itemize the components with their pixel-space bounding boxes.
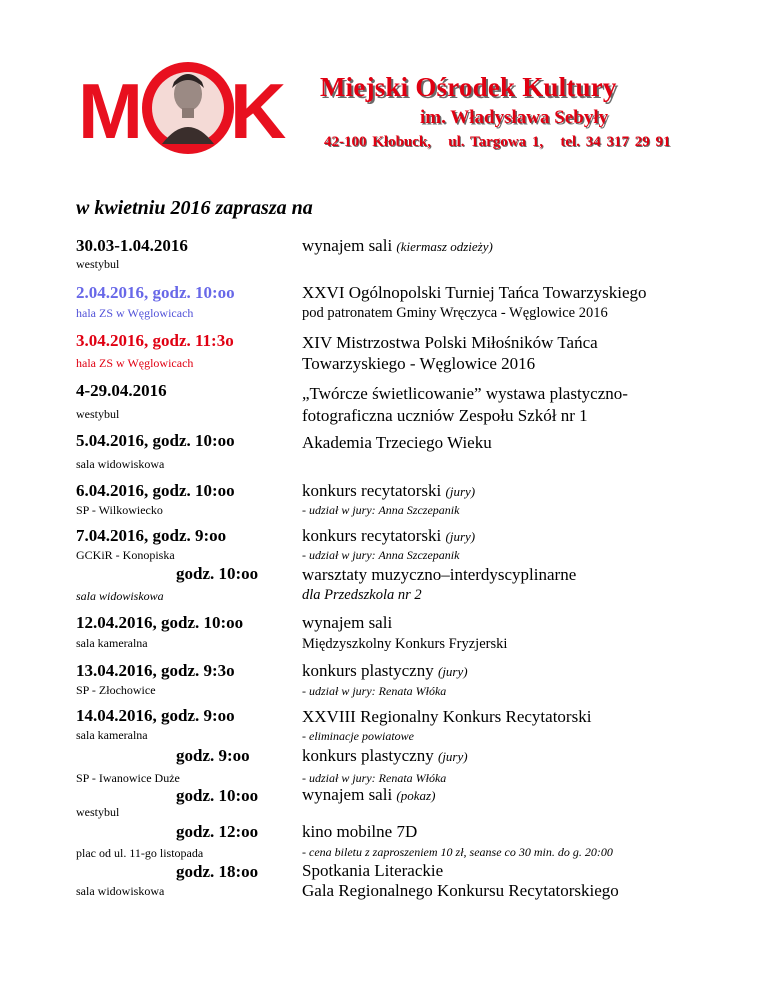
event-place: westybul bbox=[76, 407, 120, 421]
event-date: 13.04.2016, godz. 9:3o bbox=[76, 661, 235, 680]
event-place: GCKiR - Konopiska bbox=[76, 548, 175, 562]
event-place: sala widowiskowa bbox=[76, 589, 164, 603]
event-title: XIV Mistrzostwa Polski Miłośników Tańca bbox=[302, 333, 598, 352]
event-title bbox=[302, 746, 468, 766]
event-subtitle: - eliminacje powiatowe bbox=[302, 729, 414, 743]
event-subtitle: - cena biletu z zaproszeniem 10 zł, seanse co 30 min. do g. 20:00 bbox=[302, 845, 613, 859]
event-date: godz. 18:oo bbox=[176, 862, 259, 881]
event-title-text: konkurs recytatorski bbox=[302, 526, 442, 545]
event-title-line2: Gala Regionalnego Konkursu Recytatorskiego bbox=[302, 881, 619, 900]
event-title-line2: Towarzyskiego - Węglowice 2016 bbox=[302, 354, 536, 373]
event-title-note: (jury) bbox=[445, 529, 476, 544]
event-date: godz. 9:oo bbox=[176, 746, 250, 765]
event-place: SP - Złochowice bbox=[76, 683, 156, 697]
event-date: 2.04.2016, godz. 10:oo bbox=[76, 283, 235, 302]
event-place: sala widowiskowa bbox=[76, 884, 165, 898]
event-title: Spotkania Literackie bbox=[302, 861, 444, 880]
event-place: hala ZS w Węglowicach bbox=[76, 356, 194, 370]
event-subtitle: dla Przedszkola nr 2 bbox=[302, 587, 422, 603]
event-place: sala kameralna bbox=[76, 728, 148, 742]
event-title: XXVIII Regionalny Konkurs Recytatorski bbox=[302, 707, 592, 726]
event-place: sala widowiskowa bbox=[76, 457, 165, 471]
event-place: SP - Iwanowice Duże bbox=[76, 771, 180, 785]
event-date: godz. 10:oo bbox=[176, 564, 259, 583]
event-date: 5.04.2016, godz. 10:oo bbox=[76, 431, 235, 450]
mok-logo bbox=[76, 58, 298, 158]
event-subtitle: - udział w jury: Anna Szczepanik bbox=[302, 548, 460, 562]
event-title-text: konkurs plastyczny bbox=[302, 661, 434, 680]
event-date: 6.04.2016, godz. 10:oo bbox=[76, 481, 235, 500]
org-name: Miejski Ośrodek Kultury bbox=[320, 72, 617, 102]
event-subtitle: - udział w jury: Renata Włóka bbox=[302, 684, 447, 698]
event-title-text: wynajem sali bbox=[302, 785, 393, 804]
event-place: westybul bbox=[76, 257, 120, 271]
event-title bbox=[302, 785, 435, 805]
event-title-note: (jury) bbox=[437, 749, 468, 764]
event-title-note: (kiermasz odzieży) bbox=[396, 239, 493, 254]
event-place: SP - Wilkowiecko bbox=[76, 503, 163, 517]
event-date: 12.04.2016, godz. 10:oo bbox=[76, 613, 244, 632]
org-address: 42-100 Kłobuck, ul. Targowa 1, tel. 34 317 29 91 bbox=[324, 134, 671, 150]
event-title-text: wynajem sali bbox=[302, 236, 393, 255]
event-title: warsztaty muzyczno–interdyscyplinarne bbox=[302, 565, 577, 584]
event-title-note: (jury) bbox=[437, 664, 468, 679]
event-date: 30.03-1.04.2016 bbox=[76, 236, 188, 255]
event-title: Akademia Trzeciego Wieku bbox=[302, 433, 492, 452]
event-title-note: (pokaz) bbox=[396, 788, 436, 803]
event-title: XXVI Ogólnopolski Turniej Tańca Towarzyskiego bbox=[302, 283, 647, 302]
event-subtitle: - udział w jury: Renata Włóka bbox=[302, 771, 447, 785]
event-place: sala kameralna bbox=[76, 636, 148, 650]
logo-letter-m: M bbox=[78, 67, 143, 155]
event-title: „Twórcze świetlicowanie” wystawa plastyczno- bbox=[302, 384, 628, 403]
event-subtitle: Międzyszkolny Konkurs Fryzjerski bbox=[302, 636, 508, 652]
event-date: godz. 10:oo bbox=[176, 786, 259, 805]
org-patron: im. Władysława Sebyły bbox=[420, 107, 609, 128]
event-date: godz. 12:oo bbox=[176, 822, 259, 841]
event-title: kino mobilne 7D bbox=[302, 822, 418, 841]
event-title bbox=[302, 236, 493, 256]
logo-letter-k: K bbox=[230, 67, 287, 155]
event-title-note: (jury) bbox=[445, 484, 476, 499]
event-date: 7.04.2016, godz. 9:oo bbox=[76, 526, 227, 545]
event-title: wynajem sali bbox=[302, 613, 393, 632]
event-title-text: konkurs plastyczny bbox=[302, 746, 434, 765]
event-title bbox=[302, 526, 475, 546]
event-place: plac od ul. 11-go listopada bbox=[76, 846, 204, 860]
event-title bbox=[302, 481, 475, 501]
event-title bbox=[302, 661, 468, 681]
event-date: 3.04.2016, godz. 11:3o bbox=[76, 331, 234, 350]
event-title-text: konkurs recytatorski bbox=[302, 481, 442, 500]
event-title-line2: fotograficzna uczniów Zespołu Szkół nr 1 bbox=[302, 406, 588, 425]
intro-heading: w kwietniu 2016 zaprasza na bbox=[76, 197, 313, 219]
event-subtitle: - udział w jury: Anna Szczepanik bbox=[302, 503, 460, 517]
event-date: 4-29.04.2016 bbox=[76, 381, 167, 400]
event-subtitle: pod patronatem Gminy Wręczyca - Węglowice 2016 bbox=[302, 305, 608, 321]
event-place: westybul bbox=[76, 805, 120, 819]
event-place: hala ZS w Węglowicach bbox=[76, 306, 194, 320]
event-date: 14.04.2016, godz. 9:oo bbox=[76, 706, 235, 725]
